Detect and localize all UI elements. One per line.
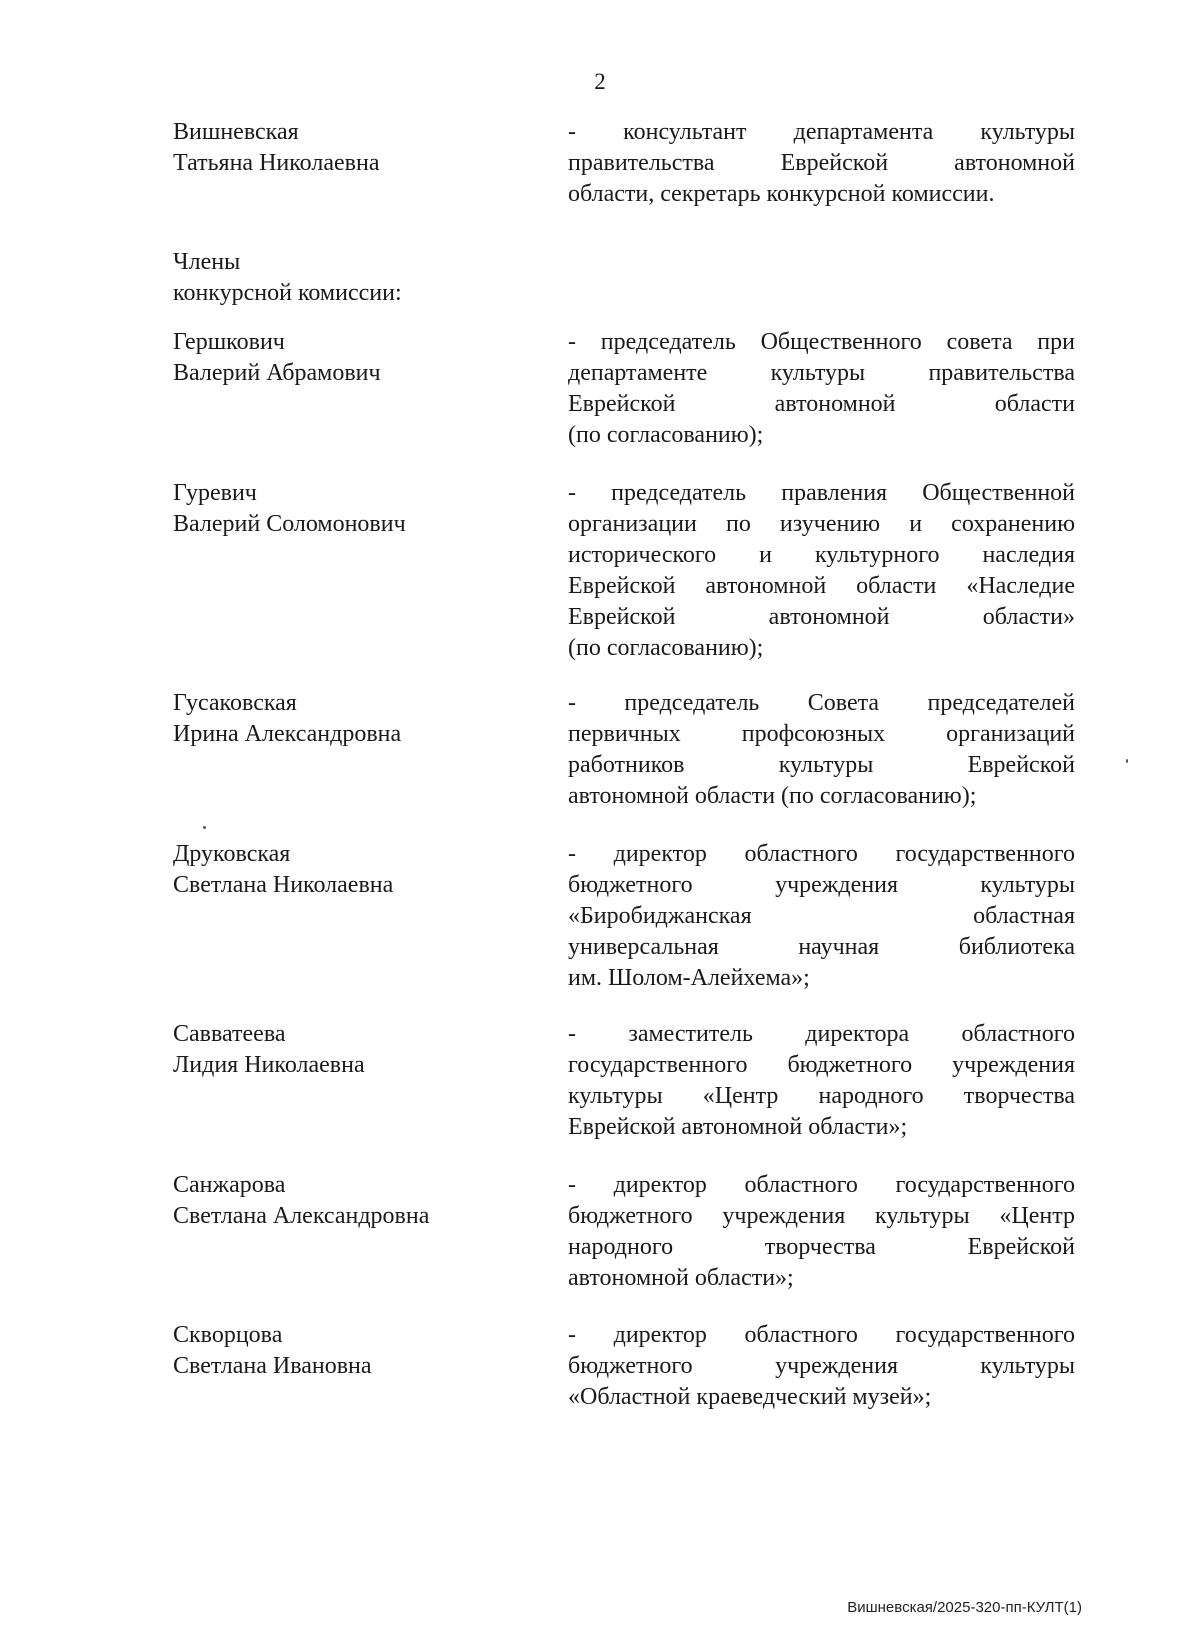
role-line: универсальная научная библиотека	[568, 934, 1075, 960]
role-line: им. Шолом-Алейхема»;	[568, 965, 810, 991]
document-registration-code: Вишневская/2025-320-пп-КУЛТ(1)	[847, 1599, 1082, 1616]
role-line: «Биробиджанская областная	[568, 903, 1075, 929]
role-line: бюджетного учреждения культуры	[568, 1353, 1075, 1379]
role-line: - консультант департамента культуры	[568, 119, 1075, 145]
scan-speck	[1126, 759, 1128, 763]
role-line: исторического и культурного наследия	[568, 542, 1075, 568]
role-line: (по согласованию);	[568, 422, 764, 448]
role-line: бюджетного учреждения культуры	[568, 872, 1075, 898]
role-line: - директор областного государственного	[568, 1322, 1075, 1348]
members-heading	[173, 247, 402, 309]
person-given-name: Валерий Абрамович	[173, 360, 381, 386]
person-surname: Вишневская	[173, 119, 299, 145]
person-name	[173, 839, 503, 901]
role-line: (по согласованию);	[568, 635, 764, 661]
person-surname: Скворцова	[173, 1322, 283, 1348]
role-line: народного творчества Еврейской	[568, 1234, 1075, 1260]
role-line: департаменте культуры правительства	[568, 360, 1075, 386]
person-name	[173, 1170, 503, 1232]
person-role	[568, 1170, 1075, 1294]
role-line: области, секретарь конкурсной комиссии.	[568, 181, 995, 207]
person-given-name: Валерий Соломонович	[173, 511, 406, 537]
person-role	[568, 1019, 1075, 1143]
person-role	[568, 117, 1075, 210]
members-heading-line: конкурсной комиссии:	[173, 280, 402, 306]
role-line: правительства Еврейской автономной	[568, 150, 1075, 176]
person-role	[568, 1320, 1075, 1413]
role-line: культуры «Центр народного творчества	[568, 1083, 1075, 1109]
role-line: - заместитель директора областного	[568, 1021, 1075, 1047]
person-given-name: Татьяна Николаевна	[173, 150, 380, 176]
person-name	[173, 478, 503, 540]
role-line: автономной области»;	[568, 1265, 794, 1291]
role-line: первичных профсоюзных организаций	[568, 721, 1075, 747]
person-surname: Савватеева	[173, 1021, 286, 1047]
role-line: автономной области (по согласованию);	[568, 783, 977, 809]
members-heading-line: Члены	[173, 249, 241, 275]
person-surname: Гершкович	[173, 329, 285, 355]
role-line: - председатель правления Общественной	[568, 480, 1075, 506]
role-line: государственного бюджетного учреждения	[568, 1052, 1075, 1078]
role-line: - председатель Совета председателей	[568, 690, 1075, 716]
person-given-name: Лидия Николаевна	[173, 1052, 365, 1078]
person-given-name: Светлана Николаевна	[173, 872, 394, 898]
role-line: организации по изучению и сохранению	[568, 511, 1075, 537]
scan-speck	[203, 826, 206, 829]
person-name	[173, 1320, 503, 1382]
role-line: - директор областного государственного	[568, 1172, 1075, 1198]
person-role	[568, 327, 1075, 451]
person-name	[173, 327, 503, 389]
role-line: - директор областного государственного	[568, 841, 1075, 867]
person-given-name: Светлана Ивановна	[173, 1353, 372, 1379]
person-role	[568, 478, 1075, 664]
person-surname: Друковская	[173, 841, 291, 867]
person-surname: Гусаковская	[173, 690, 297, 716]
role-line: Еврейской автономной области	[568, 391, 1075, 417]
person-role	[568, 688, 1075, 812]
person-name	[173, 1019, 503, 1081]
person-role	[568, 839, 1075, 994]
person-name	[173, 688, 503, 750]
person-name	[173, 117, 503, 179]
role-line: «Областной краеведческий музей»;	[568, 1384, 932, 1410]
role-line: Еврейской автономной области»;	[568, 1114, 908, 1140]
role-line: Еврейской автономной области «Наследие	[568, 573, 1075, 599]
person-surname: Гуревич	[173, 480, 257, 506]
person-given-name: Ирина Александровна	[173, 721, 402, 747]
person-given-name: Светлана Александровна	[173, 1203, 430, 1229]
role-line: - председатель Общественного совета при	[568, 329, 1075, 355]
role-line: работников культуры Еврейской	[568, 752, 1075, 778]
person-surname: Санжарова	[173, 1172, 286, 1198]
role-line: Еврейской автономной области»	[568, 604, 1075, 630]
page-number: 2	[594, 69, 606, 94]
role-line: бюджетного учреждения культуры «Центр	[568, 1203, 1075, 1229]
